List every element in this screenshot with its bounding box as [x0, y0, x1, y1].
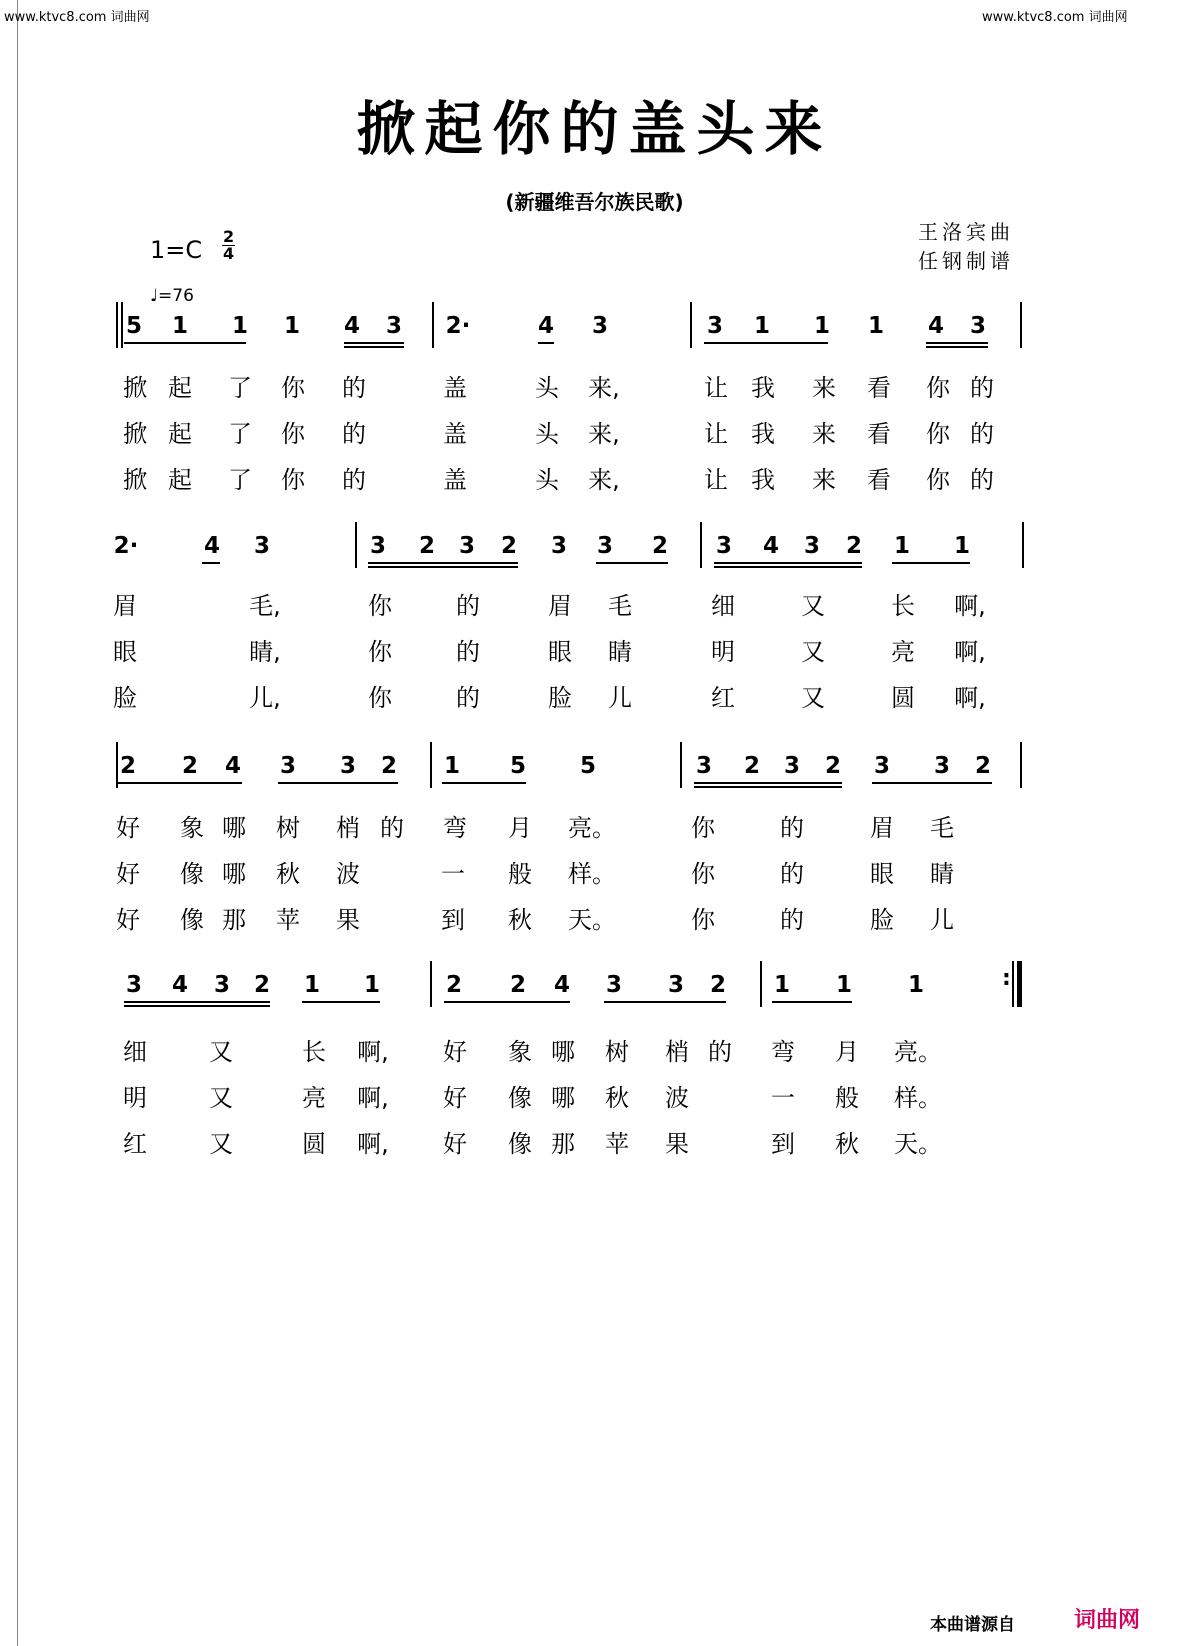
lyric-char: 掀	[123, 466, 147, 494]
beam-line	[714, 562, 862, 564]
lyric-char: 苹	[605, 1130, 629, 1158]
lyric-char: 眉	[870, 814, 894, 842]
lyric-char: 脸	[113, 684, 137, 712]
lyric-char: 你	[281, 466, 305, 494]
note: 1	[773, 972, 791, 998]
note: 3	[125, 972, 143, 998]
note: 5	[509, 753, 527, 779]
lyric-char: 一	[771, 1084, 795, 1112]
lyric-char: 天。	[568, 906, 616, 934]
bar-line	[690, 302, 692, 348]
bar-line	[1020, 302, 1022, 348]
note: 2	[743, 753, 761, 779]
lyric-char: 啊,	[954, 638, 986, 666]
bar-line	[1020, 742, 1022, 788]
lyric-char: 你	[368, 592, 392, 620]
bar-line	[1022, 522, 1024, 568]
beam-line	[694, 782, 842, 784]
bar-line	[760, 961, 762, 1007]
lyric-char: 样。	[894, 1084, 942, 1112]
note: 3	[253, 533, 271, 559]
lyric-char: 波	[665, 1084, 689, 1112]
lyric-char: 又	[801, 638, 825, 666]
lyric-char: 的	[970, 420, 994, 448]
lyric-char: 啊,	[357, 1130, 389, 1158]
lyric-char: 哪	[222, 814, 246, 842]
note: 1	[753, 313, 771, 339]
lyric-char: 你	[281, 374, 305, 402]
note: 1	[171, 313, 189, 339]
beam-line	[344, 342, 404, 344]
beam-line	[714, 566, 862, 568]
lyric-char: 样。	[568, 860, 616, 888]
lyric-char: 果	[336, 906, 360, 934]
lyric-char: 毛,	[249, 592, 281, 620]
lyric-char: 盖	[443, 466, 467, 494]
lyric-char: 毛	[930, 814, 954, 842]
lyric-char: 眉	[548, 592, 572, 620]
lyric-char: 象	[180, 814, 204, 842]
note: 2	[253, 972, 271, 998]
bar-line	[700, 522, 702, 568]
lyric-char: 睛	[930, 860, 954, 888]
lyric-char: 你	[691, 814, 715, 842]
lyric-char: 我	[751, 420, 775, 448]
lyric-char: 睛,	[249, 638, 281, 666]
note: 3	[369, 533, 387, 559]
beam-line	[926, 346, 988, 348]
lyric-char: 树	[605, 1038, 629, 1066]
note: 2	[380, 753, 398, 779]
lyric-char: 般	[835, 1084, 859, 1112]
lyric-char: 那	[551, 1130, 575, 1158]
beam-line	[926, 342, 988, 344]
beam-line	[368, 562, 518, 564]
header-right-watermark[interactable]: www.ktvc8.com 词曲网	[982, 10, 1128, 25]
lyric-char: 明	[711, 638, 735, 666]
lyric-char: 头	[535, 420, 559, 448]
note: 5	[579, 753, 597, 779]
lyric-char: 到	[771, 1130, 795, 1158]
lyric-char: 脸	[870, 906, 894, 934]
note: 3	[591, 313, 609, 339]
lyric-char: 红	[123, 1130, 147, 1158]
note: 3	[458, 533, 476, 559]
note: 1	[283, 313, 301, 339]
beam-line	[772, 1001, 852, 1003]
lyric-char: 看	[867, 466, 891, 494]
lyric-char: 秋	[508, 906, 532, 934]
note: 3	[279, 753, 297, 779]
note: 3	[783, 753, 801, 779]
beam-line	[118, 782, 242, 784]
note: 4	[927, 313, 945, 339]
lyric-char: 的	[342, 420, 366, 448]
lyric-char: 梢	[336, 814, 360, 842]
note: 1	[953, 533, 971, 559]
lyric-char: 盖	[443, 420, 467, 448]
bar-line	[680, 742, 682, 788]
lyric-char: 细	[123, 1038, 147, 1066]
note: 4	[343, 313, 361, 339]
lyric-char: 红	[711, 684, 735, 712]
beam-line	[694, 786, 842, 788]
lyric-char: 脸	[548, 684, 572, 712]
lyric-char: 亮。	[894, 1038, 942, 1066]
note: 3	[667, 972, 685, 998]
lyric-char: 啊,	[357, 1038, 389, 1066]
song-title: 掀起你的盖头来	[356, 95, 833, 163]
note: 3	[715, 533, 733, 559]
note: 1	[867, 313, 885, 339]
repeat-dots: :	[1002, 966, 1011, 991]
lyric-char: 到	[441, 906, 465, 934]
lyric-char: 你	[926, 374, 950, 402]
beam-line	[124, 342, 246, 344]
lyric-char: 那	[222, 906, 246, 934]
note: 2	[974, 753, 992, 779]
lyric-char: 啊,	[954, 684, 986, 712]
lyric-char: 弯	[443, 814, 467, 842]
lyric-char: 像	[508, 1130, 532, 1158]
lyric-char: 啊,	[954, 592, 986, 620]
lyric-char: 又	[209, 1084, 233, 1112]
note: 1	[893, 533, 911, 559]
lyric-char: 你	[691, 860, 715, 888]
lyric-char: 又	[209, 1130, 233, 1158]
bar-line	[116, 742, 118, 788]
beam-line	[124, 1005, 270, 1007]
final-barline-thin	[1012, 961, 1014, 1007]
lyric-char: 的	[456, 684, 480, 712]
note: 3	[596, 533, 614, 559]
lyric-char: 盖	[443, 374, 467, 402]
lyric-char: 好	[116, 906, 140, 934]
beam-line	[596, 562, 668, 564]
lyric-char: 让	[704, 374, 728, 402]
lyric-char: 起	[168, 466, 192, 494]
lyric-char: 看	[867, 420, 891, 448]
lyric-char: 我	[751, 466, 775, 494]
lyric-char: 又	[801, 684, 825, 712]
note: 1	[303, 972, 321, 998]
note: 2·	[445, 313, 471, 339]
lyric-char: 掀	[123, 374, 147, 402]
note: 3	[385, 313, 403, 339]
lyric-char: 明	[123, 1084, 147, 1112]
lyric-char: 圆	[302, 1130, 326, 1158]
lyric-char: 月	[835, 1038, 859, 1066]
beam-line	[442, 782, 526, 784]
lyric-char: 圆	[891, 684, 915, 712]
bar-line	[430, 961, 432, 1007]
lyric-char: 睛	[608, 638, 632, 666]
lyric-char: 来,	[588, 466, 620, 494]
lyric-char: 苹	[276, 906, 300, 934]
note: 2	[500, 533, 518, 559]
lyric-char: 亮	[302, 1084, 326, 1112]
header-left-watermark[interactable]: www.ktvc8.com 词曲网	[4, 10, 150, 25]
beam-line	[202, 562, 220, 564]
lyric-char: 头	[535, 374, 559, 402]
beam-line	[302, 1001, 380, 1003]
final-barline-thick	[1017, 961, 1022, 1007]
note: 2	[824, 753, 842, 779]
lyric-char: 像	[180, 860, 204, 888]
lyric-char: 你	[368, 638, 392, 666]
lyric-char: 儿	[608, 684, 632, 712]
lyric-char: 又	[801, 592, 825, 620]
beam-line	[604, 1001, 726, 1003]
note: 1	[231, 313, 249, 339]
key-signature: 1=C	[150, 236, 203, 264]
lyric-char: 让	[704, 466, 728, 494]
note: 3	[550, 533, 568, 559]
tempo-marking: ♩=76	[150, 286, 194, 306]
lyric-char: 你	[926, 420, 950, 448]
lyric-char: 哪	[222, 860, 246, 888]
note: 2	[709, 972, 727, 998]
lyric-char: 树	[276, 814, 300, 842]
lyric-char: 哪	[551, 1038, 575, 1066]
note: 2	[845, 533, 863, 559]
lyric-char: 果	[665, 1130, 689, 1158]
note: 4	[553, 972, 571, 998]
note: 2	[181, 753, 199, 779]
lyric-char: 我	[751, 374, 775, 402]
lyric-char: 头	[535, 466, 559, 494]
lyric-char: 的	[342, 374, 366, 402]
time-signature-top: 2	[223, 227, 235, 246]
beam-line	[368, 566, 518, 568]
lyric-char: 的	[780, 906, 804, 934]
lyric-char: 一	[441, 860, 465, 888]
beam-line	[278, 782, 398, 784]
lyric-char: 秋	[605, 1084, 629, 1112]
lyric-char: 眉	[113, 592, 137, 620]
lyric-char: 的	[780, 814, 804, 842]
lyric-char: 的	[380, 814, 404, 842]
note: 2·	[113, 533, 139, 559]
note: 3	[803, 533, 821, 559]
lyric-char: 你	[368, 684, 392, 712]
note: 2	[651, 533, 669, 559]
lyric-char: 好	[443, 1084, 467, 1112]
note: 3	[706, 313, 724, 339]
lyric-char: 哪	[551, 1084, 575, 1112]
note: 2	[509, 972, 527, 998]
lyric-char: 细	[711, 592, 735, 620]
lyric-char: 秋	[276, 860, 300, 888]
lyric-char: 长	[302, 1038, 326, 1066]
lyric-char: 又	[209, 1038, 233, 1066]
lyric-char: 了	[228, 466, 252, 494]
lyric-char: 来	[812, 420, 836, 448]
lyric-char: 的	[970, 466, 994, 494]
beam-line	[344, 346, 404, 348]
lyric-char: 秋	[835, 1130, 859, 1158]
lyric-char: 儿,	[249, 684, 281, 712]
note: 1	[835, 972, 853, 998]
lyric-char: 的	[970, 374, 994, 402]
note: 5	[125, 313, 143, 339]
lyric-char: 来,	[588, 420, 620, 448]
lyric-char: 好	[443, 1130, 467, 1158]
beam-line	[704, 342, 828, 344]
note: 3	[339, 753, 357, 779]
lyric-char: 了	[228, 374, 252, 402]
lyric-char: 亮	[891, 638, 915, 666]
lyric-char: 波	[336, 860, 360, 888]
lyric-char: 你	[281, 420, 305, 448]
lyric-char: 来	[812, 466, 836, 494]
page-margin-line	[17, 0, 18, 1646]
lyric-char: 你	[926, 466, 950, 494]
lyric-char: 好	[116, 814, 140, 842]
note: 4	[762, 533, 780, 559]
note: 3	[605, 972, 623, 998]
lyric-char: 象	[508, 1038, 532, 1066]
lyric-char: 的	[780, 860, 804, 888]
note: 3	[213, 972, 231, 998]
time-signature-bottom: 4	[223, 244, 235, 263]
lyric-char: 天。	[894, 1130, 942, 1158]
beam-line	[872, 782, 992, 784]
lyric-char: 的	[708, 1038, 732, 1066]
lyric-char: 让	[704, 420, 728, 448]
arranger-credit: 任钢制谱	[918, 249, 1014, 273]
lyric-char: 你	[691, 906, 715, 934]
note: 3	[969, 313, 987, 339]
song-subtitle: (新疆维吾尔族民歌)	[505, 190, 684, 214]
lyric-char: 起	[168, 420, 192, 448]
note: 3	[873, 753, 891, 779]
note: 1	[363, 972, 381, 998]
note: 3	[695, 753, 713, 779]
lyric-char: 月	[508, 814, 532, 842]
lyric-char: 啊,	[357, 1084, 389, 1112]
composer-credit: 王洛宾曲	[918, 220, 1014, 244]
lyric-char: 亮。	[568, 814, 616, 842]
note: 2	[445, 972, 463, 998]
time-signature	[222, 229, 235, 262]
lyric-char: 的	[456, 592, 480, 620]
lyric-char: 看	[867, 374, 891, 402]
lyric-char: 眼	[548, 638, 572, 666]
lyric-char: 眼	[113, 638, 137, 666]
footer-logo[interactable]: 词曲网	[1074, 1608, 1141, 1633]
note: 4	[537, 313, 555, 339]
beam-line	[538, 342, 554, 344]
bar-line-start	[121, 302, 123, 348]
bar-line	[355, 522, 357, 568]
lyric-char: 好	[443, 1038, 467, 1066]
lyric-char: 掀	[123, 420, 147, 448]
beam-line	[124, 1001, 270, 1003]
bar-line	[116, 302, 118, 348]
lyric-char: 了	[228, 420, 252, 448]
bar-line	[432, 302, 434, 348]
lyric-char: 般	[508, 860, 532, 888]
lyric-char: 长	[891, 592, 915, 620]
lyric-char: 来,	[588, 374, 620, 402]
note: 4	[203, 533, 221, 559]
lyric-char: 弯	[771, 1038, 795, 1066]
footer-source-text: 本曲谱源自	[930, 1615, 1015, 1635]
beam-line	[892, 562, 970, 564]
note: 4	[171, 972, 189, 998]
note: 1	[813, 313, 831, 339]
lyric-char: 起	[168, 374, 192, 402]
lyric-char: 梢	[665, 1038, 689, 1066]
lyric-char: 像	[180, 906, 204, 934]
lyric-char: 来	[812, 374, 836, 402]
lyric-char: 儿	[930, 906, 954, 934]
lyric-char: 好	[116, 860, 140, 888]
lyric-char: 像	[508, 1084, 532, 1112]
note: 2	[119, 753, 137, 779]
bar-line	[430, 742, 432, 788]
note: 2	[418, 533, 436, 559]
lyric-char: 的	[342, 466, 366, 494]
note: 1	[907, 972, 925, 998]
lyric-char: 的	[456, 638, 480, 666]
note: 1	[443, 753, 461, 779]
beam-line	[444, 1001, 570, 1003]
lyric-char: 毛	[608, 592, 632, 620]
lyric-char: 眼	[870, 860, 894, 888]
note: 3	[933, 753, 951, 779]
note: 4	[224, 753, 242, 779]
